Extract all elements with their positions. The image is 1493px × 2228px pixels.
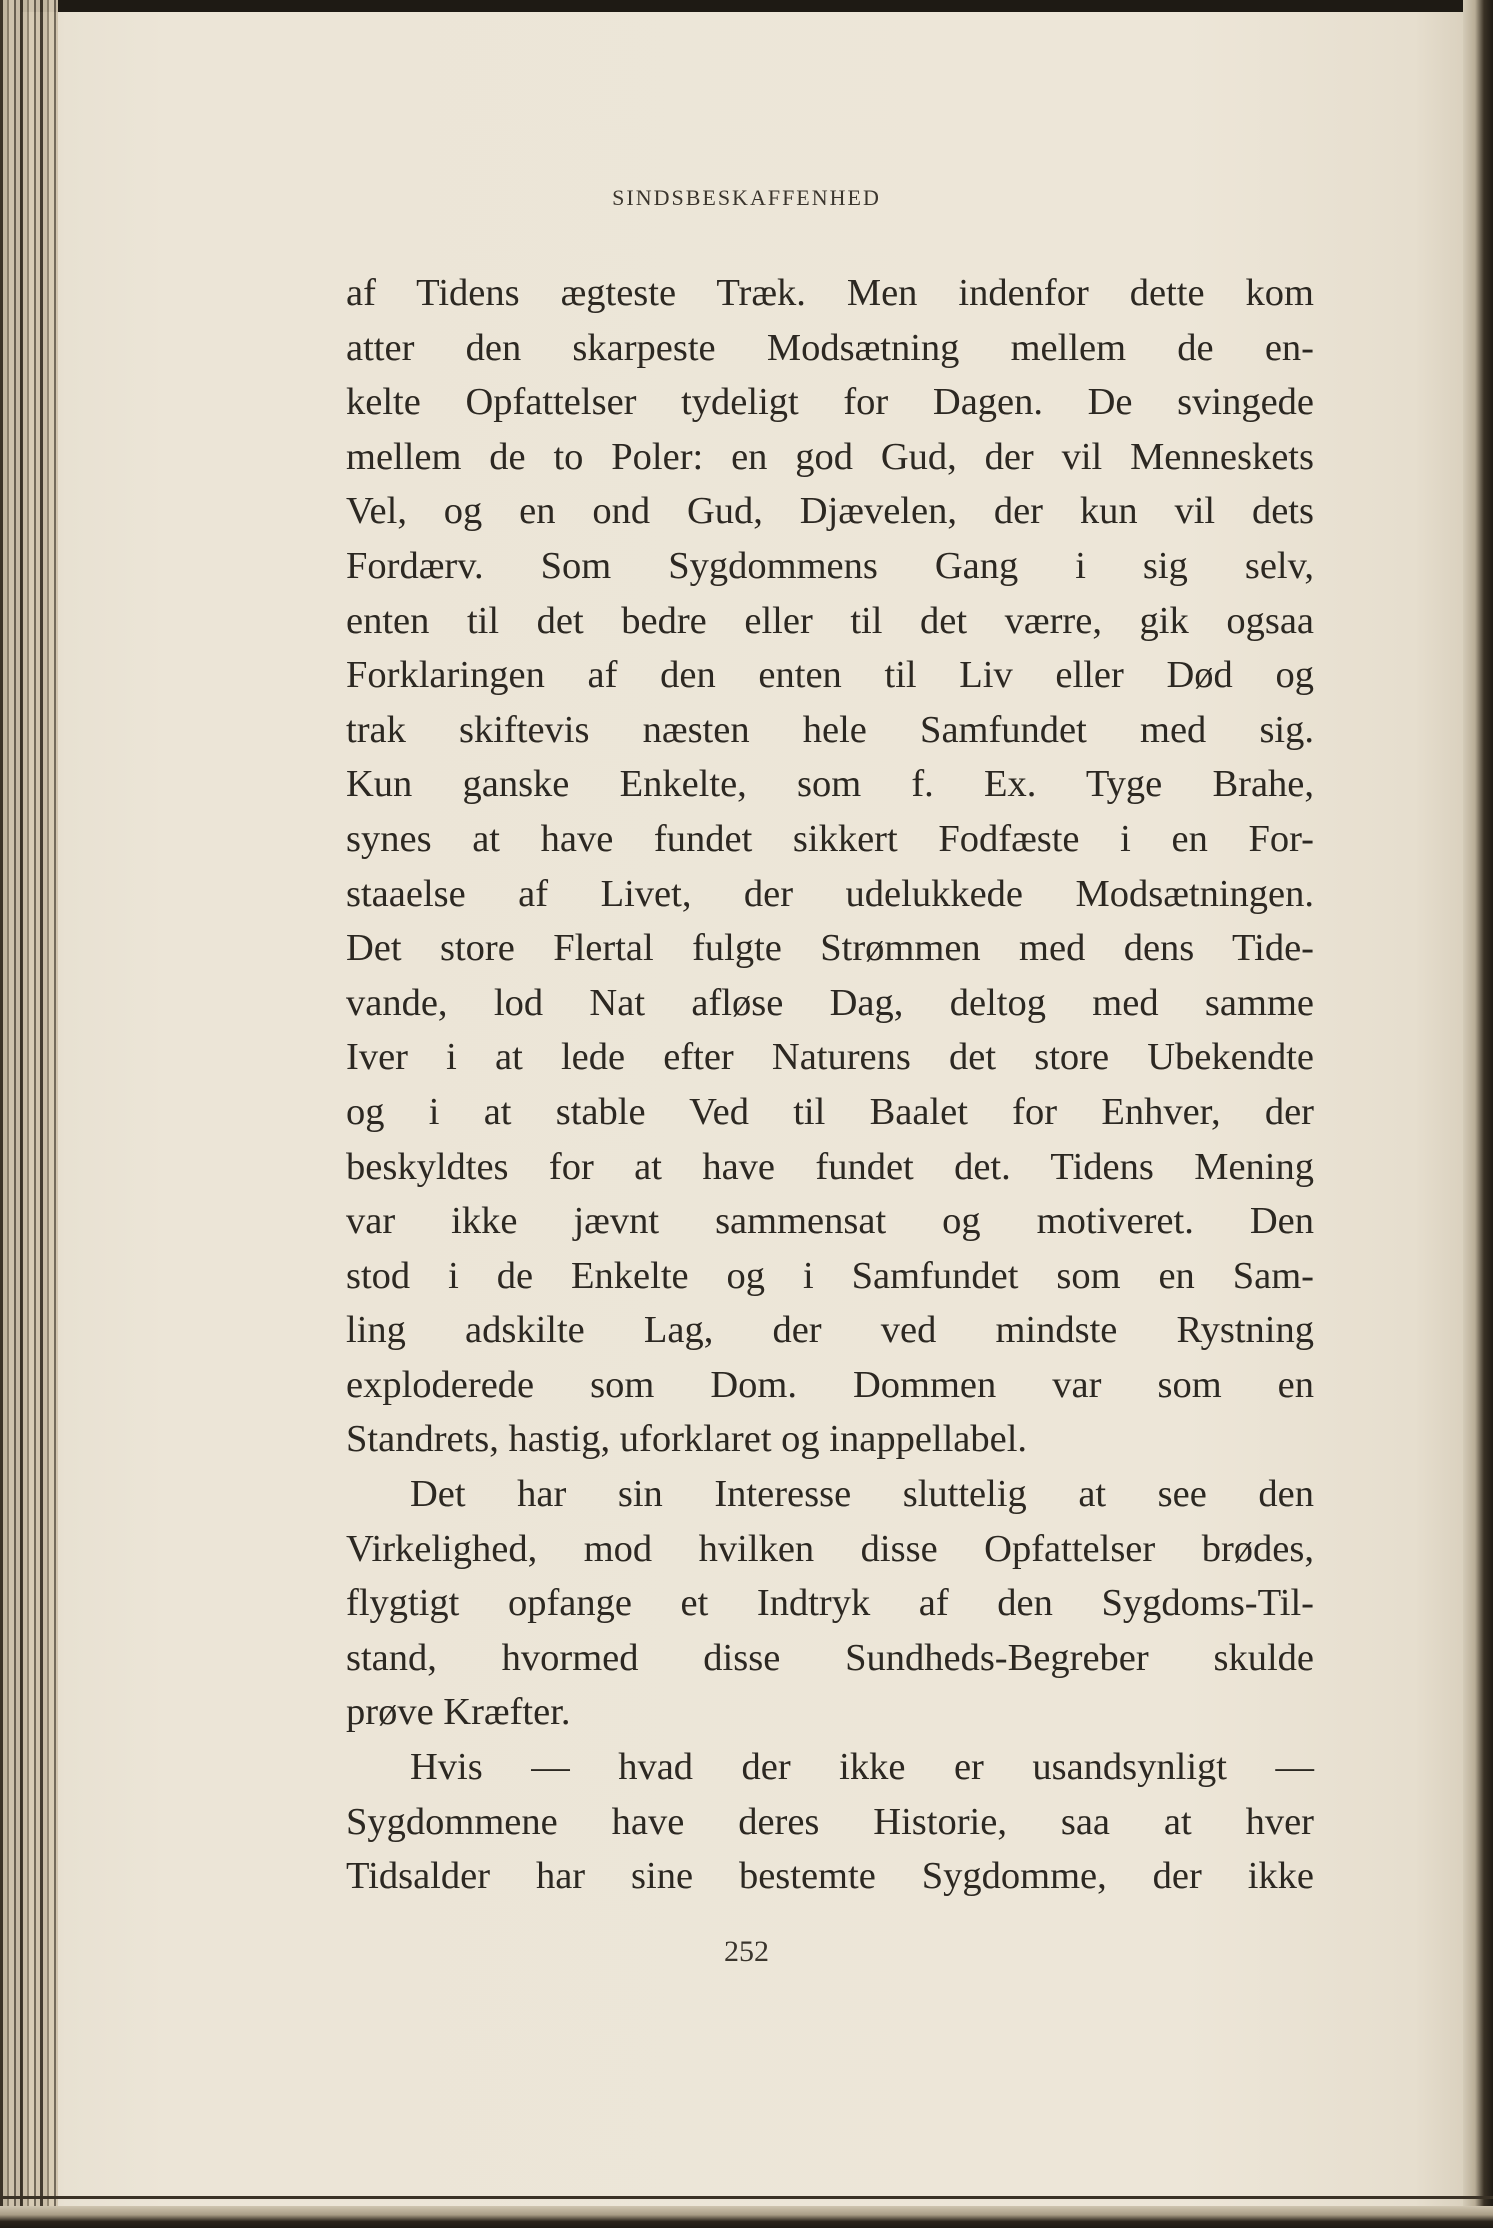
text-line: stod i de Enkelte og i Samfundet som en Sam- [346,1254,1314,1297]
paragraph [346,1740,1314,1904]
page-number: 252 [724,1935,769,1968]
text-line: og i at stable Ved til Baalet for Enhver, der [346,1090,1314,1133]
text-line: Vel, og en ond Gud, Djævelen, der kun vil dets [346,490,1314,533]
text-line: mellem de to Poler: en god Gud, der vil Menneskets [346,435,1314,478]
text-line: kelte Opfattelser tydeligt for Dagen. De svingede [346,381,1314,424]
text-line: Det store Flertal fulgte Strømmen med dens Tide- [346,927,1314,970]
running-head: SINDSBESKAFFENHED [612,185,881,210]
scan-bottom-edge [0,2206,1493,2228]
scan-top-edge [0,0,1493,12]
paragraph [346,1467,1314,1740]
text-line: stand, hvormed disse Sundheds-Begreber skulde [346,1636,1314,1679]
text-line: trak skiftevis næsten hele Samfundet med sig. [346,708,1314,751]
text-line: af Tidens ægteste Træk. Men indenfor dette kom [346,272,1314,314]
text-line: atter den skarpeste Modsætning mellem de en- [346,326,1314,369]
text-line: Forklaringen af den enten til Liv eller Død og [346,654,1314,697]
text-line: beskyldtes for at have fundet det. Tidens Mening [346,1145,1314,1188]
paragraph [346,266,1314,1467]
body-text [346,266,1314,1904]
text-line: Iver i at lede efter Naturens det store Ubekendte [346,1036,1314,1079]
text-line: vande, lod Nat afløse Dag, deltog med samme [346,981,1314,1024]
text-line: Virkelighed, mod hvilken disse Opfattelser brødes, [346,1527,1314,1570]
text-line: Fordærv. Som Sygdommens Gang i sig selv, [346,544,1314,587]
text-line: Hvis — hvad der ikke er usandsynligt — [410,1746,1314,1789]
text-line: var ikke jævnt sammensat og motiveret. Den [346,1200,1314,1243]
page-bottom-shadow [0,2196,1493,2199]
text-line: Standrets, hastig, uforklaret og inappellabel. [346,1418,1028,1461]
text-line: Sygdommene have deres Historie, saa at hver [346,1800,1314,1843]
text-line: flygtigt opfange et Indtryk af den Sygdoms-Til- [346,1582,1314,1625]
text-line: exploderede som Dom. Dommen var som en [346,1363,1314,1406]
text-line: Kun ganske Enkelte, som f. Ex. Tyge Brahe, [346,763,1314,806]
text-line: enten til det bedre eller til det værre, gik ogsaa [346,599,1314,642]
book-binding-edge [0,0,58,2228]
text-line: staaelse af Livet, der udelukkede Modsætningen. [346,872,1314,915]
text-line: Det har sin Interesse sluttelig at see den [410,1473,1314,1516]
text-line: ling adskilte Lag, der ved mindste Rystning [346,1309,1314,1352]
text-line: Tidsalder har sine bestemte Sygdomme, der ikke [346,1855,1314,1898]
text-line: synes at have fundet sikkert Fodfæste i en For- [346,817,1314,860]
text-line: prøve Kræfter. [346,1691,571,1734]
book-fore-edge [1463,0,1493,2228]
